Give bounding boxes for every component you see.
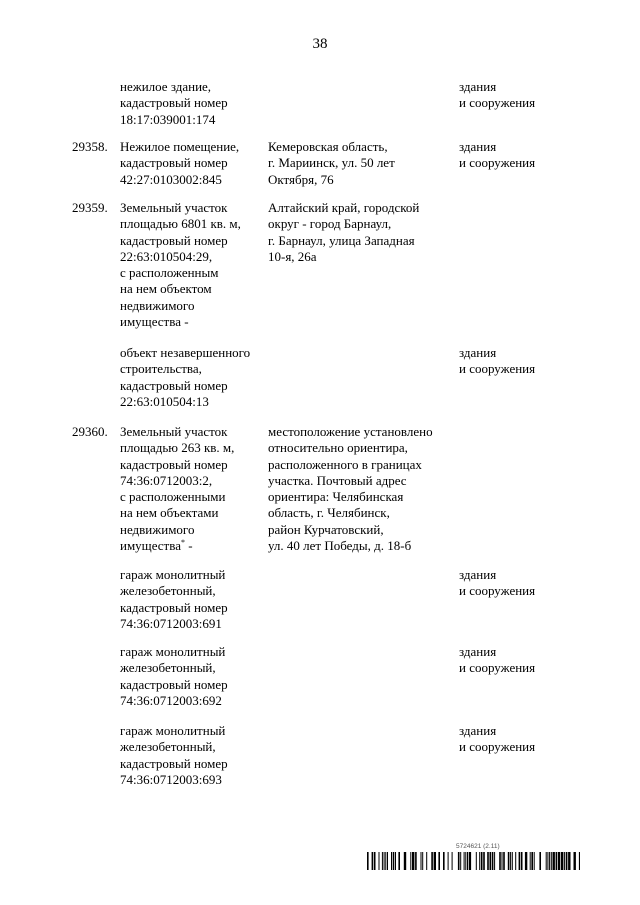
entry-type-text: здания xyxy=(459,345,497,360)
barcode-bar xyxy=(387,852,388,870)
entry-description-line xyxy=(120,233,241,249)
barcode-bar xyxy=(490,852,492,870)
entry-description-line xyxy=(120,583,228,599)
barcode-bar xyxy=(568,852,570,870)
entry-description-line xyxy=(120,378,250,394)
barcode-bar xyxy=(367,852,369,870)
barcode-bar xyxy=(469,852,471,870)
barcode-bar xyxy=(499,852,501,870)
entry-description-text: кадастровый номер xyxy=(120,232,228,248)
entry-address-text: расположенного в границах xyxy=(268,456,422,472)
barcode-bar xyxy=(434,852,436,870)
barcode-bar xyxy=(410,852,411,870)
barcode-bar xyxy=(494,852,495,870)
barcode-bar xyxy=(515,852,516,870)
entry-type-line xyxy=(459,139,535,155)
entry-address xyxy=(268,200,419,265)
entry-description-line xyxy=(120,489,234,505)
entry-address-text: округ - город Барнаул, xyxy=(268,216,392,232)
entry-type-text: и сооружения xyxy=(459,95,536,111)
entry-address-text: 10-я, 26а xyxy=(268,248,317,264)
barcode-bar xyxy=(547,852,548,870)
barcode-image xyxy=(367,852,580,870)
entry-type-line xyxy=(459,723,535,739)
entry-address-line xyxy=(268,440,433,456)
entry-description-text: площадью 6801 кв. м, xyxy=(120,216,241,232)
entry-description-text: железобетонный, xyxy=(120,660,216,676)
entry-description-line xyxy=(120,616,228,632)
entry-description-line xyxy=(120,522,234,538)
entry-description-text: 74:36:0712003:2, xyxy=(120,472,213,488)
barcode-bar xyxy=(566,852,568,870)
entry-description-line xyxy=(120,79,228,95)
entry-description-text: на нем объектами xyxy=(120,505,219,521)
entry-description-line xyxy=(120,505,234,521)
entry-type-line xyxy=(459,361,535,377)
entry-address-line xyxy=(268,489,433,505)
entry-type-line xyxy=(459,345,535,361)
entry-description-line xyxy=(120,567,228,583)
barcode-bar xyxy=(448,852,449,870)
entry-description-text: кадастровый номер xyxy=(120,95,228,111)
entry-description-text: 74:36:0712003:693 xyxy=(120,771,222,787)
entry-description-text: недвижимого xyxy=(120,521,195,537)
page-number: 38 xyxy=(312,36,328,52)
barcode-bar xyxy=(553,852,555,870)
entry-type-line xyxy=(459,95,535,111)
entry-description-line xyxy=(120,644,228,660)
barcode-bar xyxy=(492,852,494,870)
entry-type-text: и сооружения xyxy=(459,155,536,171)
barcode-bar xyxy=(404,852,406,870)
entry-description xyxy=(120,79,228,128)
entry-description xyxy=(120,200,241,330)
entry-description-text: площадью 263 кв. м, xyxy=(120,440,235,456)
entry-address-line xyxy=(268,216,419,232)
barcode-code: 5724621 (2.11) xyxy=(456,843,500,850)
entry-description-text: гараж монолитный xyxy=(120,723,226,738)
barcode-bar xyxy=(556,852,558,870)
entry-address-text: Октября, 76 xyxy=(268,171,334,187)
entry-address-line xyxy=(268,505,433,521)
entry-description-line xyxy=(120,600,228,616)
entry-type xyxy=(459,567,535,600)
entry-address-line xyxy=(268,249,419,265)
entry-description-text: строительства, xyxy=(120,361,202,377)
entry-number: 29360. xyxy=(72,424,108,439)
entry-description-text: нежилое здание, xyxy=(120,79,212,94)
barcode-bar xyxy=(487,852,489,870)
entry-type xyxy=(459,139,535,172)
entry-description-line xyxy=(120,281,241,297)
entry-address-text: относительно ориентира, xyxy=(268,440,408,456)
entry-type-line xyxy=(459,567,535,583)
entry-address-line xyxy=(268,473,433,489)
barcode-bar xyxy=(564,852,565,870)
entry-description-text: Земельный участок xyxy=(120,424,228,439)
entry-address-line xyxy=(268,424,433,440)
entry-description-line xyxy=(120,756,228,772)
entry-type-text: здания xyxy=(459,644,497,659)
barcode-bar xyxy=(391,852,392,870)
barcode-bar xyxy=(452,852,453,870)
entry-description-line xyxy=(120,457,234,473)
entry-description-text: Нежилое помещение, xyxy=(120,139,240,154)
entry-type-line xyxy=(459,644,535,660)
entry-description-line xyxy=(120,473,234,489)
entry-number: 29359. xyxy=(72,200,108,215)
entry-address-line xyxy=(268,155,395,171)
entry-type-text: и сооружения xyxy=(459,361,536,377)
entry-address-text: ул. 40 лет Победы, д. 18-б xyxy=(268,538,412,554)
barcode-bar xyxy=(546,852,547,870)
barcode-bar xyxy=(382,852,383,870)
barcode-bar xyxy=(422,852,423,870)
entry-description-line xyxy=(120,660,228,676)
entry-description-text: кадастровый номер xyxy=(120,755,228,771)
entry-type-text: и сооружения xyxy=(459,583,536,599)
barcode-bar xyxy=(481,852,483,870)
entry-description-line xyxy=(120,677,228,693)
entry-address-line xyxy=(268,233,419,249)
entry-type-text: здания xyxy=(459,567,497,582)
barcode-bar xyxy=(508,852,510,870)
entry-address-line xyxy=(268,538,433,554)
entry-address-text: г. Барнаул, улица Западная xyxy=(268,232,415,248)
entry-description-line xyxy=(120,155,239,171)
entry-description-line xyxy=(120,172,239,188)
entry-address-text: Алтайский край, городской xyxy=(268,200,420,215)
entry-description-line xyxy=(120,314,241,330)
entry-address-line xyxy=(268,200,419,216)
entry-description xyxy=(120,723,228,788)
barcode-bar xyxy=(502,852,503,870)
barcode-bar xyxy=(534,852,535,870)
barcode-bar xyxy=(385,852,386,870)
entry-description-text: 22:63:010504:29, xyxy=(120,248,213,264)
barcode-bar xyxy=(431,852,433,870)
entry-type-text: здания xyxy=(459,723,497,738)
entry-description-text: с расположенными xyxy=(120,489,226,505)
barcode-bar xyxy=(374,852,376,870)
entry-description xyxy=(120,644,228,709)
entry-type xyxy=(459,79,535,112)
entry-description-line xyxy=(120,424,234,440)
entry-address-line xyxy=(268,522,433,538)
barcode-bar xyxy=(464,852,465,870)
entry-address xyxy=(268,139,395,188)
barcode-bar xyxy=(426,852,427,870)
entry-address-text: участка. Почтовый адрес xyxy=(268,472,407,488)
entry-type-text: и сооружения xyxy=(459,739,536,755)
barcode-bar xyxy=(579,852,580,870)
barcode-bar xyxy=(393,852,395,870)
entry-description-text: 18:17:039001:174 xyxy=(120,111,216,127)
entry-description-line xyxy=(120,440,234,456)
barcode-bar xyxy=(551,852,552,870)
entry-address-text: район Курчатовский, xyxy=(268,521,384,537)
entry-description-text: железобетонный, xyxy=(120,739,216,755)
barcode-bar xyxy=(519,852,521,870)
entry-description-line xyxy=(120,739,228,755)
entry-description-text: 74:36:0712003:691 xyxy=(120,615,222,631)
entry-description xyxy=(120,345,250,410)
entry-description-line xyxy=(120,249,241,265)
entry-description-line xyxy=(120,216,241,232)
entry-description-text: кадастровый номер xyxy=(120,155,228,171)
entry-description-text: кадастровый номер xyxy=(120,676,228,692)
barcode-bar xyxy=(476,852,477,870)
entry-description-text: имущества xyxy=(120,538,181,554)
barcode-bar xyxy=(415,852,417,870)
barcode-bar xyxy=(574,852,576,870)
entry-description-line xyxy=(120,693,228,709)
barcode-bar xyxy=(458,852,460,870)
barcode-bar xyxy=(521,852,523,870)
entry-address-text: ориентира: Челябинская xyxy=(268,489,404,505)
entry-description-text: гараж монолитный xyxy=(120,567,226,582)
entry-description-line xyxy=(120,361,250,377)
entry-address xyxy=(268,424,433,554)
footnote-mark: * xyxy=(180,538,185,548)
barcode-bar xyxy=(379,852,380,870)
entry-description-text: 74:36:0712003:692 xyxy=(120,692,222,708)
entry-address-text: местоположение установлено xyxy=(268,424,433,439)
entry-description-text: на нем объектом xyxy=(120,281,212,297)
entry-type-line xyxy=(459,79,535,95)
barcode-bar xyxy=(483,852,485,870)
entry-description-text: железобетонный, xyxy=(120,583,216,599)
entry-description-line xyxy=(120,538,234,554)
entry-description-text: Земельный участок xyxy=(120,200,228,215)
entry-description-line xyxy=(120,265,241,281)
entry-description-line xyxy=(120,394,250,410)
entry-type-line xyxy=(459,583,535,599)
barcode-bar xyxy=(384,852,385,870)
entry-description-text: недвижимого xyxy=(120,297,195,313)
barcode-bar xyxy=(549,852,550,870)
entry-description-line xyxy=(120,95,228,111)
entry-address-line xyxy=(268,139,395,155)
barcode-bar xyxy=(561,852,563,870)
entry-description-line xyxy=(120,298,241,314)
barcode-bar xyxy=(372,852,374,870)
barcode-bar xyxy=(512,852,513,870)
barcode-bar xyxy=(479,852,480,870)
barcode-bar xyxy=(438,852,440,870)
barcode-bar xyxy=(531,852,533,870)
entry-address-line xyxy=(268,457,433,473)
entry-description-line xyxy=(120,345,250,361)
barcode-bar xyxy=(503,852,505,870)
entry-type-text: здания xyxy=(459,139,497,154)
barcode-bar xyxy=(530,852,531,870)
barcode-bar xyxy=(467,852,468,870)
barcode-bar xyxy=(443,852,445,870)
barcode-bar xyxy=(398,852,400,870)
entry-description-line xyxy=(120,772,228,788)
entry-description-text: 22:63:010504:13 xyxy=(120,393,209,409)
entry-description-text: объект незавершенного xyxy=(120,345,251,360)
entry-description-text: кадастровый номер xyxy=(120,456,228,472)
entry-description-text: имущества - xyxy=(120,314,189,330)
barcode-bar xyxy=(558,852,560,870)
barcode-bar xyxy=(510,852,511,870)
barcode-bar xyxy=(460,852,461,870)
entry-address-line xyxy=(268,172,395,188)
entry-description-text: 42:27:0103002:845 xyxy=(120,171,222,187)
entry-type xyxy=(459,345,535,378)
entry-type-line xyxy=(459,739,535,755)
entry-type xyxy=(459,644,535,677)
barcode-bar xyxy=(539,852,541,870)
entry-type-line xyxy=(459,155,535,171)
entry-number: 29358. xyxy=(72,139,108,154)
entry-address-text: Кемеровская область, xyxy=(268,139,388,154)
entry-description-suffix: - xyxy=(184,538,193,554)
entry-type-text: здания xyxy=(459,79,497,94)
entry-description-line xyxy=(120,139,239,155)
entry-address-text: г. Мариинск, ул. 50 лет xyxy=(268,155,395,171)
entry-description-line xyxy=(120,112,228,128)
entry-description-text: гараж монолитный xyxy=(120,644,226,659)
entry-description xyxy=(120,567,228,632)
barcode-bar xyxy=(421,852,422,870)
entry-description xyxy=(120,424,234,554)
entry-description-text: с расположенным xyxy=(120,265,219,281)
entry-type xyxy=(459,723,535,756)
barcode-bar xyxy=(412,852,414,870)
barcode-bar xyxy=(465,852,466,870)
entry-description-text: кадастровый номер xyxy=(120,599,228,615)
entry-type-line xyxy=(459,660,535,676)
entry-description-line xyxy=(120,723,228,739)
entry-description-text: кадастровый номер xyxy=(120,377,228,393)
entry-description xyxy=(120,139,239,188)
entry-address-text: область, г. Челябинск, xyxy=(268,505,390,521)
barcode-bar xyxy=(525,852,527,870)
entry-type-text: и сооружения xyxy=(459,660,536,676)
entry-description-line xyxy=(120,200,241,216)
barcode-bar xyxy=(395,852,396,870)
